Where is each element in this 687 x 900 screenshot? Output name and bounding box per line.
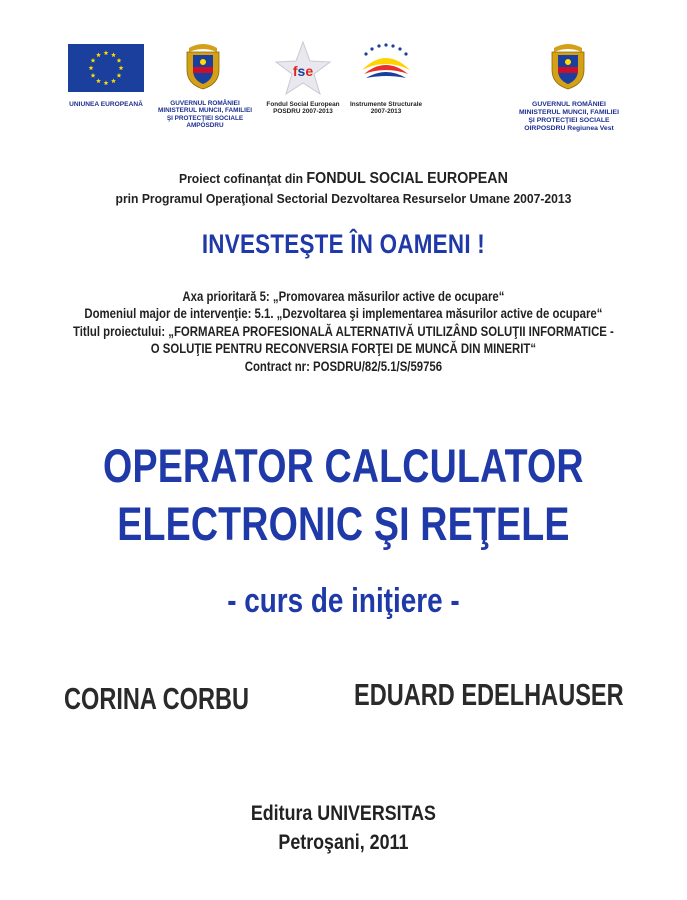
gov1-caption (150, 100, 260, 130)
is-caption (338, 101, 434, 116)
contract-number: Contract nr: POSDRU/82/5.1/S/59756 (244, 358, 443, 374)
project-info (51, 288, 635, 375)
eu-caption: UNIUNEA EUROPEANĂ (69, 101, 143, 108)
cofinance-line-1 (27, 170, 659, 188)
fse-star-icon (274, 40, 332, 98)
book-subtitle: - curs de iniţiere - (227, 582, 460, 620)
project-title-line-2: O SOLUŢIE PENTRU RECONVERSIA FORŢEI DE MUNCĂ DIN MINERIT“ (150, 341, 537, 357)
caption-line: POSDRU 2007-2013 (273, 108, 333, 116)
eu-flag-icon (68, 44, 144, 92)
fse-caption (255, 101, 351, 116)
author-1: CORINA CORBU (64, 681, 249, 716)
book-title (69, 437, 619, 553)
priority-axis: Axa prioritară 5: „Promovarea măsurilor active de ocupare“ (182, 289, 505, 304)
fund-name: FONDUL SOCIAL EUROPEAN (306, 170, 508, 187)
caption-line: MINISTERUL MUNCII, FAMILIEI (158, 107, 252, 115)
svg-text:fse: fse (292, 63, 314, 79)
caption-line: Fondul Social European (266, 101, 340, 108)
structural-instruments-icon (356, 40, 416, 96)
caption-line: AMPOSDRU (186, 122, 224, 130)
caption-line: Instrumente Structurale (349, 101, 423, 108)
publisher-place-year: Petroşani, 2011 (278, 830, 409, 854)
coat-of-arms-icon (183, 40, 223, 90)
caption-line: GUVERNUL ROMÂNIEI (170, 100, 240, 107)
coat-of-arms-icon (548, 40, 588, 90)
publisher-name: Editura UNIVERSITAS (250, 801, 436, 825)
caption-line: ŞI PROTECŢIEI SOCIALE (528, 117, 610, 124)
intervention-domain: Domeniul major de intervenţie: 5.1. „Dezvoltarea şi implementarea măsurilor active de ocupare“ (84, 306, 603, 322)
cofinance-line-2: prin Programul Operaţional Sectorial Dezvoltarea Resurselor Umane 2007-2013 (115, 191, 572, 206)
cofinance-prefix: Proiect cofinanţat din (178, 171, 307, 186)
book-title-line-1: OPERATOR CALCULATOR (103, 439, 584, 492)
gov2-caption (508, 101, 630, 133)
caption-line: OIRPOSDRU Regiunea Vest (524, 125, 614, 132)
caption-line: GUVERNUL ROMÂNIEI (532, 101, 606, 108)
caption-line: MINISTERUL MUNCII, FAMILIEI (519, 109, 619, 116)
book-title-line-2: ELECTRONIC ŞI REŢELE (117, 497, 570, 550)
slogan: INVESTEŞTE ÎN OAMENI ! (201, 229, 485, 259)
caption-line: 2007-2013 (370, 108, 402, 116)
author-2: EDUARD EDELHAUSER (354, 677, 624, 712)
publisher (58, 799, 628, 857)
caption-line: ŞI PROTECŢIEI SOCIALE (166, 114, 244, 122)
project-title-line-1: Titlul proiectului: „FORMAREA PROFESIONALĂ ALTERNATIVĂ UTILIZÂND SOLUŢII INFORMATICE - (73, 323, 614, 339)
